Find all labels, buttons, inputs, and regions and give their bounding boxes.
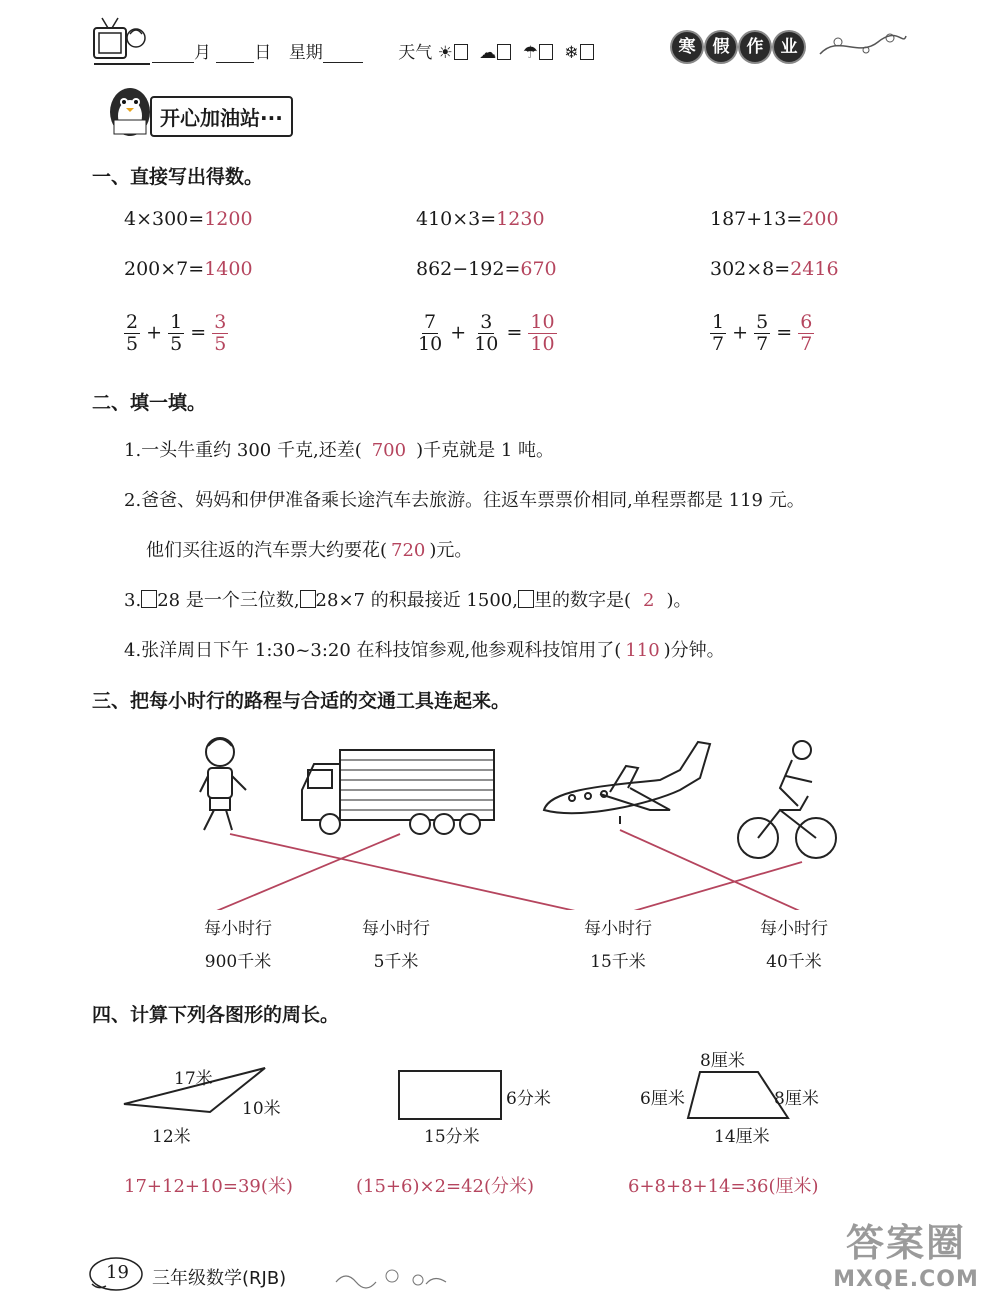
date-line: 月 日 星期 天气 ☀ ☁ ☂ ❄	[152, 38, 594, 63]
question-2-1: 1.一头牛重约 300 千克,还差( 700 )千克就是 1 吨。	[124, 440, 554, 461]
section-4-title: 四、计算下列各图形的周长。	[92, 1004, 340, 1026]
question-2-2: 2.爸爸、妈妈和伊伊准备乘长途汽车去旅游。往返车票票价相同,单程票都是 119 元。	[124, 490, 805, 511]
tv-icon	[90, 14, 152, 70]
calc-item: 862−192=670	[416, 258, 557, 280]
question-2-2-cont: 他们买往返的汽车票大约要花( 720 )元。	[146, 540, 473, 561]
walking-boy-icon	[200, 738, 246, 830]
footer-flowers-icon	[332, 1262, 452, 1292]
sunny-checkbox[interactable]	[454, 44, 468, 60]
header	[90, 10, 910, 70]
speed-option[interactable]: 每小时行 5千米	[362, 919, 430, 972]
snow-icon: ❄	[564, 43, 579, 63]
snow-checkbox[interactable]	[580, 44, 594, 60]
cloudy-checkbox[interactable]	[497, 44, 511, 60]
digit-box	[518, 590, 534, 608]
answer-blank: 2	[643, 590, 655, 611]
cloudy-icon: ☁	[479, 43, 497, 63]
banner	[100, 76, 340, 146]
winter-homework-badge	[672, 32, 808, 62]
calc-item: 187+13=200	[710, 208, 839, 230]
triangle-right-label: 10米	[242, 1099, 281, 1119]
question-2-3: 3. 28 是一个三位数, 28×7 的积最接近 1500, 里的数字是( 2 )。	[124, 590, 692, 611]
fraction-item: $\frac{7}{10}$ + $\frac{3}{10}$ = $\frac{10}{10}$	[418, 311, 555, 355]
rectangle-figure	[398, 1070, 502, 1120]
cyclist-icon	[738, 741, 836, 858]
perimeter-answer: (15+6)×2=42(分米)	[356, 1176, 535, 1197]
perimeter-answer: 6+8+8+14=36(厘米)	[628, 1176, 819, 1197]
badge-char: 假	[706, 32, 736, 62]
speed-option[interactable]: 每小时行 900千米	[204, 919, 272, 972]
rain-icon: ☂	[522, 43, 538, 63]
digit-box	[141, 590, 157, 608]
calc-item: 200×7=1400	[124, 258, 253, 280]
rain-checkbox[interactable]	[539, 44, 553, 60]
triangle-top-label: 17米	[174, 1069, 213, 1089]
banner-title: 开心加油站···	[150, 96, 293, 137]
speed-options	[190, 914, 870, 974]
answer-blank: 720	[391, 540, 426, 561]
transport-illustration	[180, 730, 860, 910]
perimeter-answer: 17+12+10=39(米)	[124, 1176, 293, 1197]
airplane-icon	[544, 742, 710, 824]
badge-char: 业	[774, 32, 804, 62]
trapezoid-bottom-label: 14厘米	[714, 1127, 770, 1147]
rectangle-bottom-label: 15分米	[424, 1127, 480, 1147]
digit-box	[300, 590, 316, 608]
rectangle-right-label: 6分米	[506, 1089, 551, 1109]
fraction-item: $\frac{1}{7}$ + $\frac{5}{7}$ = $\frac{6}{7}$	[712, 311, 813, 355]
calc-item: 302×8=2416	[710, 258, 839, 280]
calc-item: 410×3=1230	[416, 208, 545, 230]
answer-blank: 700	[371, 440, 407, 461]
fraction-row	[124, 312, 884, 362]
footer	[86, 1254, 486, 1294]
badge-char: 寒	[672, 32, 702, 62]
trapezoid-top-label: 8厘米	[700, 1051, 745, 1071]
trapezoid-left-label: 6厘米	[640, 1089, 685, 1109]
fraction-item: $\frac{2}{5}$ + $\frac{1}{5}$ = $\frac{3}{5}$	[126, 311, 227, 355]
page-number: 19	[106, 1262, 129, 1283]
badge-char: 作	[740, 32, 770, 62]
floral-vine-icon	[818, 24, 908, 64]
watermark: 答案圈 MXQE.COM	[833, 1221, 979, 1292]
section-2-title: 二、填一填。	[92, 392, 207, 414]
answer-blank: 110	[625, 640, 660, 661]
triangle-bottom-label: 12米	[152, 1127, 191, 1147]
calc-item: 4×300=1200	[124, 208, 253, 230]
truck-icon	[302, 750, 494, 834]
section-1-title: 一、直接写出得数。	[92, 166, 264, 188]
trapezoid-right-label: 8厘米	[774, 1089, 819, 1109]
sunny-icon: ☀	[437, 43, 453, 63]
question-2-4: 4.张洋周日下午 1:30~3:20 在科技馆参观,他参观科技馆用了( 110 )分钟。	[124, 640, 725, 661]
section-3-title: 三、把每小时行的路程与合适的交通工具连起来。	[92, 690, 511, 712]
subject-label: 三年级数学(RJB)	[152, 1268, 287, 1289]
speed-option[interactable]: 每小时行 15千米	[584, 919, 652, 972]
match-lines	[214, 830, 802, 910]
speed-option[interactable]: 每小时行 40千米	[760, 919, 828, 972]
